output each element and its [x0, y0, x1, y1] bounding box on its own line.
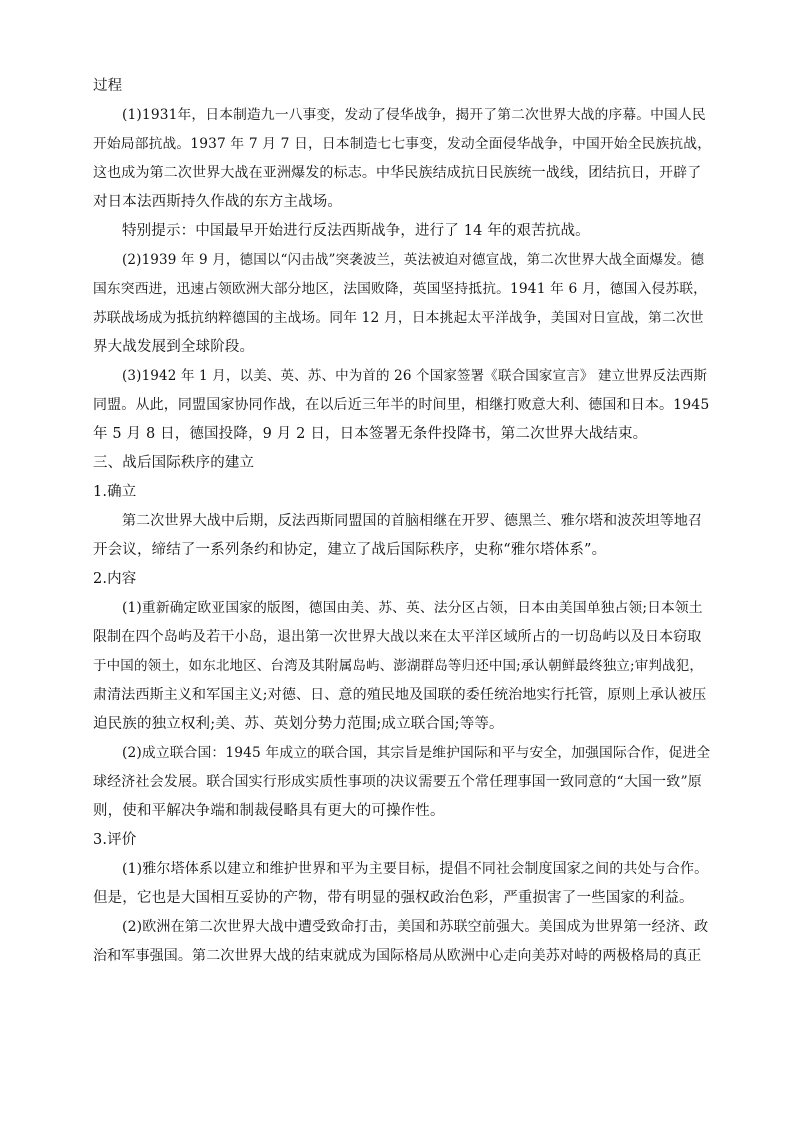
- text-line: 特别提示：中国最早开始进行反法西斯战争，进行了 14 年的艰苦抗战。: [122, 223, 590, 239]
- text-line: 于中国的领土，如东北地区、台湾及其附属岛屿、澎湖群岛等归还中国;承认朝鲜最终独立;审判战犯，: [93, 658, 703, 674]
- text-line: 开始局部抗战。1937 年 7 月 7 日，日本制造七七事变，发动全面侵华战争，中国开始全民族抗战，: [93, 136, 712, 152]
- text-line: 这也成为第二次世界大战在亚洲爆发的标志。中华民族结成抗日民族统一战线，团结抗日，开辟了: [93, 165, 702, 181]
- section-heading: 1.确立: [93, 484, 137, 500]
- document-body: [93, 72, 711, 971]
- text-line: (1)重新确定欧亚国家的版图，德国由美、苏、英、法分区占领，日本由美国单独占领;日本领土: [122, 600, 703, 616]
- text-line: (2)成立联合国：1945 年成立的联合国，其宗旨是维护国际和平与安全，加强国际合作，促进全: [122, 745, 711, 761]
- section-heading: 2.内容: [93, 571, 137, 587]
- text-line: (1)1931年，日本制造九一八事变，发动了侵华战争，揭开了第二次世界大战的序幕。中国人民: [122, 107, 706, 123]
- text-line: 苏联战场成为抵抗纳粹德国的主战场。同年 12 月，日本挑起太平洋战争，美国对日宣战，第二次世: [93, 310, 704, 326]
- text-line: 界大战发展到全球阶段。: [93, 339, 255, 355]
- text-line: (1)雅尔塔体系以建立和维护世界和平为主要目标，提倡不同社会制度国家之间的共处与合作。: [122, 861, 709, 877]
- text-line: 同盟。从此，同盟国家协同作战，在以后近三年半的时间里，相继打败意大利、德国和日本。1945: [93, 397, 710, 413]
- text-line: (2)欧洲在第二次世界大战中遭受致命打击，美国和苏联空前强大。美国成为世界第一经济、政: [122, 919, 709, 935]
- text-line: 迫民族的独立权利;美、苏、英划分势力范围;成立联合国;等等。: [93, 716, 504, 732]
- text-line: 国东突西进，迅速占领欧洲大部分地区，法国败降，英国坚持抵抗。1941 年 6 月，德国入侵苏联，: [93, 281, 708, 297]
- text-line: 则，使和平解决争端和制裁侵略具有更大的可操作性。: [93, 803, 445, 819]
- text-line: 但是，它也是大国相互妥协的产物，带有明显的强权政治色彩，严重损害了一些国家的利益。: [93, 890, 694, 906]
- section-heading: 过程: [93, 78, 123, 94]
- section-heading: 3.评价: [93, 832, 137, 848]
- text-line: (2)1939 年 9 月，德国以“闪击战”突袭波兰，英法被迫对德宣战，第二次世界大战全面爆发。德: [122, 252, 705, 268]
- section-heading: 三、战后国际秩序的建立: [93, 455, 255, 471]
- text-line: (3)1942 年 1 月，以美、英、苏、中为首的 26 个国家签署《联合国家宣言》 建立世界反法西斯: [122, 368, 708, 384]
- text-line: 肃清法西斯主义和军国主义;对德、日、意的殖民地及国联的委任统治地实行托管，原则上承认被压: [93, 687, 707, 703]
- text-line: 年 5 月 8 日，德国投降，9 月 2 日，日本签署无条件投降书，第二次世界大战结束。: [93, 426, 648, 442]
- text-line: 治和军事强国。第二次世界大战的结束就成为国际格局从欧洲中心走向美苏对峙的两极格局的真正: [93, 948, 702, 964]
- text-line: 对日本法西斯持久作战的东方主战场。: [93, 194, 343, 210]
- text-line: 开会议，缔结了一系列条约和协定，建立了战后国际秩序，史称“雅尔塔体系”。: [93, 542, 607, 558]
- text-line: 第二次世界大战中后期，反法西斯同盟国的首脑相继在开罗、德黑兰、雅尔塔和波茨坦等地召: [122, 513, 703, 529]
- text-line: 限制在四个岛屿及若干小岛，退出第一次世界大战以来在太平洋区域所占的一切岛屿以及日本窃取: [93, 629, 702, 645]
- text-line: 球经济社会发展。联合国实行形成实质性事项的决议需要五个常任理事国一致同意的“大国一致”原: [93, 774, 702, 790]
